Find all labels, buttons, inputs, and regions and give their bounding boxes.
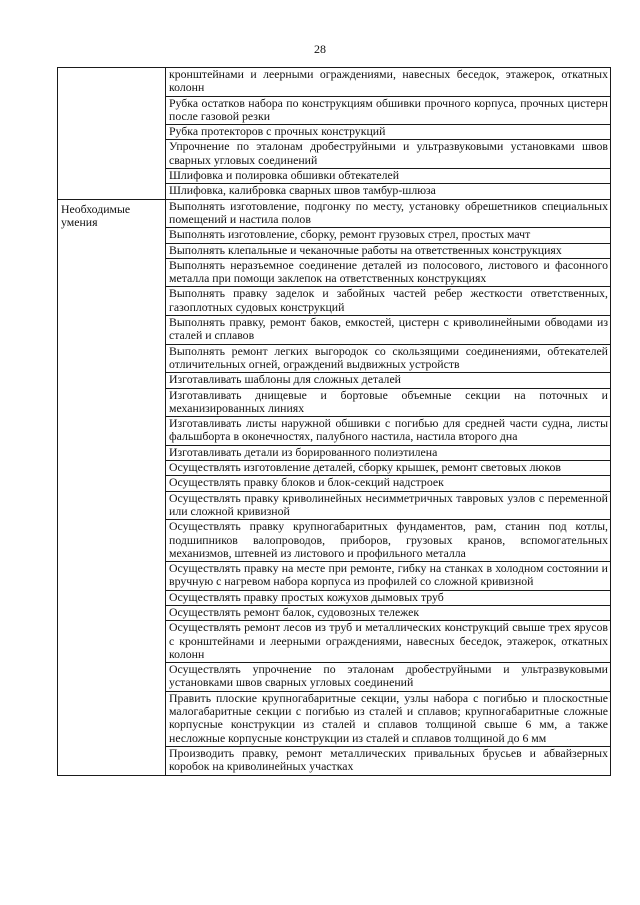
table-row bbox=[58, 199, 611, 228]
table-cell: Выполнять неразъемное соединение деталей из полосового, листового и фасонного металла при помощи заклепок на ответственных конструкциях bbox=[166, 258, 611, 287]
table-cell: Выполнять клепальные и чеканочные работы на ответственных конструкциях bbox=[166, 243, 611, 258]
table-cell: Осуществлять ремонт балок, судовозных тележек bbox=[166, 605, 611, 620]
table-cell: Упрочнение по эталонам дробеструйными и ультразвуковыми установками швов сварных угловых соединений bbox=[166, 140, 611, 169]
table-cell: Осуществлять правку простых кожухов дымовых труб bbox=[166, 590, 611, 605]
table-cell: Рубка остатков набора по конструкциям обшивки прочного корпуса, прочных цистерн после газовой резки bbox=[166, 96, 611, 125]
table-cell: кронштейнами и леерными ограждениями, навесных беседок, этажерок, откатных колонн bbox=[166, 68, 611, 97]
empty-label-cell bbox=[58, 68, 166, 200]
table-cell: Производить правку, ремонт металлических привальных брусьев и абвайзерных коробок на криволинейных участках bbox=[166, 746, 611, 775]
table-cell: Осуществлять правку блоков и блок-секций надстроек bbox=[166, 476, 611, 491]
table-cell: Выполнять изготовление, подгонку по месту, установку обрешетников специальных помещений и настила полов bbox=[166, 199, 611, 228]
table-cell: Выполнять правку заделок и забойных частей ребер жесткости ответственных, газоплотных судовых конструкций bbox=[166, 287, 611, 316]
table-cell: Изготавливать шаблоны для сложных деталей bbox=[166, 373, 611, 388]
table-cell: Изготавливать днищевые и бортовые объемные секции на поточных и механизированных линиях bbox=[166, 388, 611, 417]
table-cell: Осуществлять правку на месте при ремонте, гибку на станках в холодном состоянии и вручную с нагревом набора корпуса из профилей со сложной кривизной bbox=[166, 562, 611, 591]
table-cell: Выполнять ремонт легких выгородок со скользящими соединениями, обтекателей отличительных огней, ограждений выдвижных устройств bbox=[166, 344, 611, 373]
table-cell: Править плоские крупногабаритные секции, узлы набора с погибью и плоскостные малогабаритные секции с погибью из сталей и сплавов; крупногабаритные сложные корпусные конструкции из сталей и сплавов толщиной свыше 6 мм, а также несложные корпусные конструкции из сталей и сплавов толщиной до 6 мм bbox=[166, 691, 611, 746]
skills-label: Необходимые умения bbox=[58, 199, 166, 775]
table-cell: Осуществлять ремонт лесов из труб и металлических конструкций свыше трех ярусов с кронштейнами и леерными ограждениями, навесных беседок, этажерок, откатных колонн bbox=[166, 621, 611, 663]
table-cell: Шлифовка, калибровка сварных швов тамбур-шлюза bbox=[166, 184, 611, 199]
table-row bbox=[58, 68, 611, 97]
table-cell: Изготавливать детали из борированного полиэтилена bbox=[166, 445, 611, 460]
table-cell: Осуществлять упрочнение по эталонам дробеструйными и ультразвуковыми установками швов сварных угловых соединений bbox=[166, 663, 611, 692]
table-cell: Выполнять правку, ремонт баков, емкостей, цистерн с криволинейными обводами из сталей и сплавов bbox=[166, 316, 611, 345]
table-cell: Шлифовка и полировка обшивки обтекателей bbox=[166, 169, 611, 184]
page-number: 28 bbox=[314, 42, 326, 56]
table-cell: Выполнять изготовление, сборку, ремонт грузовых стрел, простых мачт bbox=[166, 228, 611, 243]
table-cell: Рубка протекторов с прочных конструкций bbox=[166, 125, 611, 140]
table-cell: Осуществлять правку криволинейных несимметричных тавровых узлов с переменной или сложной кривизной bbox=[166, 491, 611, 520]
table-cell: Осуществлять изготовление деталей, сборку крышек, ремонт световых люков bbox=[166, 461, 611, 476]
competency-table bbox=[57, 67, 611, 776]
table-cell: Осуществлять правку крупногабаритных фундаментов, рам, станин под котлы, подшипников валопроводов, приборов, грузовых кранов, вспомогательных механизмов, штевней из листового и профильного металла bbox=[166, 520, 611, 562]
table-cell: Изготавливать листы наружной обшивки с погибью для средней части судна, листы фальшборта в оконечностях, палубного настила, настила второго дна bbox=[166, 417, 611, 446]
